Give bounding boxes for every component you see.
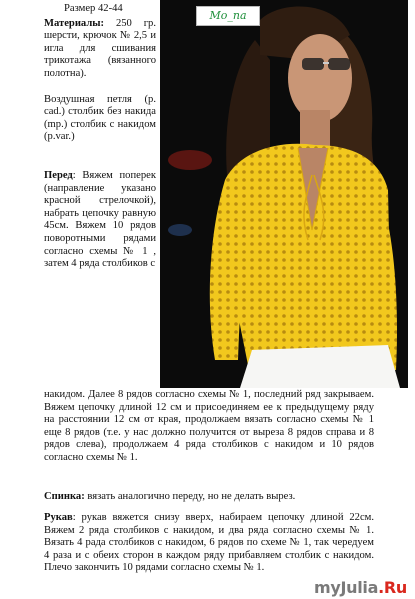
site-watermark xyxy=(314,578,407,597)
materials-paragraph xyxy=(44,18,156,81)
front-label: Перед xyxy=(44,169,73,181)
model-illustration xyxy=(160,0,408,388)
stitches-paragraph: Воздушная петля (р. cad.) столбик без накида (mp.) столбик с накидом (р.var.) xyxy=(44,93,156,143)
sleeve-paragraph xyxy=(44,512,374,575)
watermark-domain: .Ru xyxy=(378,578,407,597)
materials-label: Материалы: xyxy=(44,17,105,29)
back-text: вязать аналогично переду, но не делать вырез. xyxy=(84,491,296,502)
model-photo xyxy=(160,0,408,388)
front-continuation-text: накидом. Далее 8 рядов согласно схемы № 1, последний ряд закрываем. Вяжем цепочку длиной 12 см и присоединяем ее к предыдущему ряду на расстоянии 12 см от края, продолжаем вязать согласно схемы № 1 еще 8 рядов (т.е. у нас должно получится от выреза 8 рядов справа и 8 рядов слева), продолжаем 4 ряда столбиков с накидом и 10 рядов согласно схемы № 1. xyxy=(44,389,374,463)
sleeve-text: : рукав вяжется снизу вверх, набираем цепочку длиной 22см. Вяжем 2 ряда столбиков с накидом, и два ряда согласно схемы № 1. Вязать 4 рада столбиков с накидом, 6 рядов по схеме № 1, так чередуем 4 раза и с обеих сторон в каждом ряду прибавляем столбик с накидом. Плечо закончить 10 рядами согласно схемы № 1. xyxy=(44,512,374,574)
front-paragraph xyxy=(44,170,156,271)
watermark-name: myJulia xyxy=(313,578,379,597)
left-text-column xyxy=(44,0,156,271)
front-text: : Вяжем поперек (направление указано красной стрелочкой), набрать цепочку равную 45см. Вяжем 10 рядов поворотными рядами согласно схемы № 1 , затем 4 ряда столбиков с xyxy=(44,169,156,270)
sleeve-label: Рукав xyxy=(44,512,73,523)
front-continuation-paragraph xyxy=(44,389,374,465)
materials-text: 250 гр. шерсти, крючок № 2,5 и игла для сшивания трикотажа (вязанного полотна). xyxy=(44,17,156,79)
back-label: Спинка: xyxy=(44,491,85,502)
mona-logo: Mo_na xyxy=(196,6,260,26)
back-paragraph xyxy=(44,491,374,504)
size-line: Размер 42-44 xyxy=(64,3,123,14)
